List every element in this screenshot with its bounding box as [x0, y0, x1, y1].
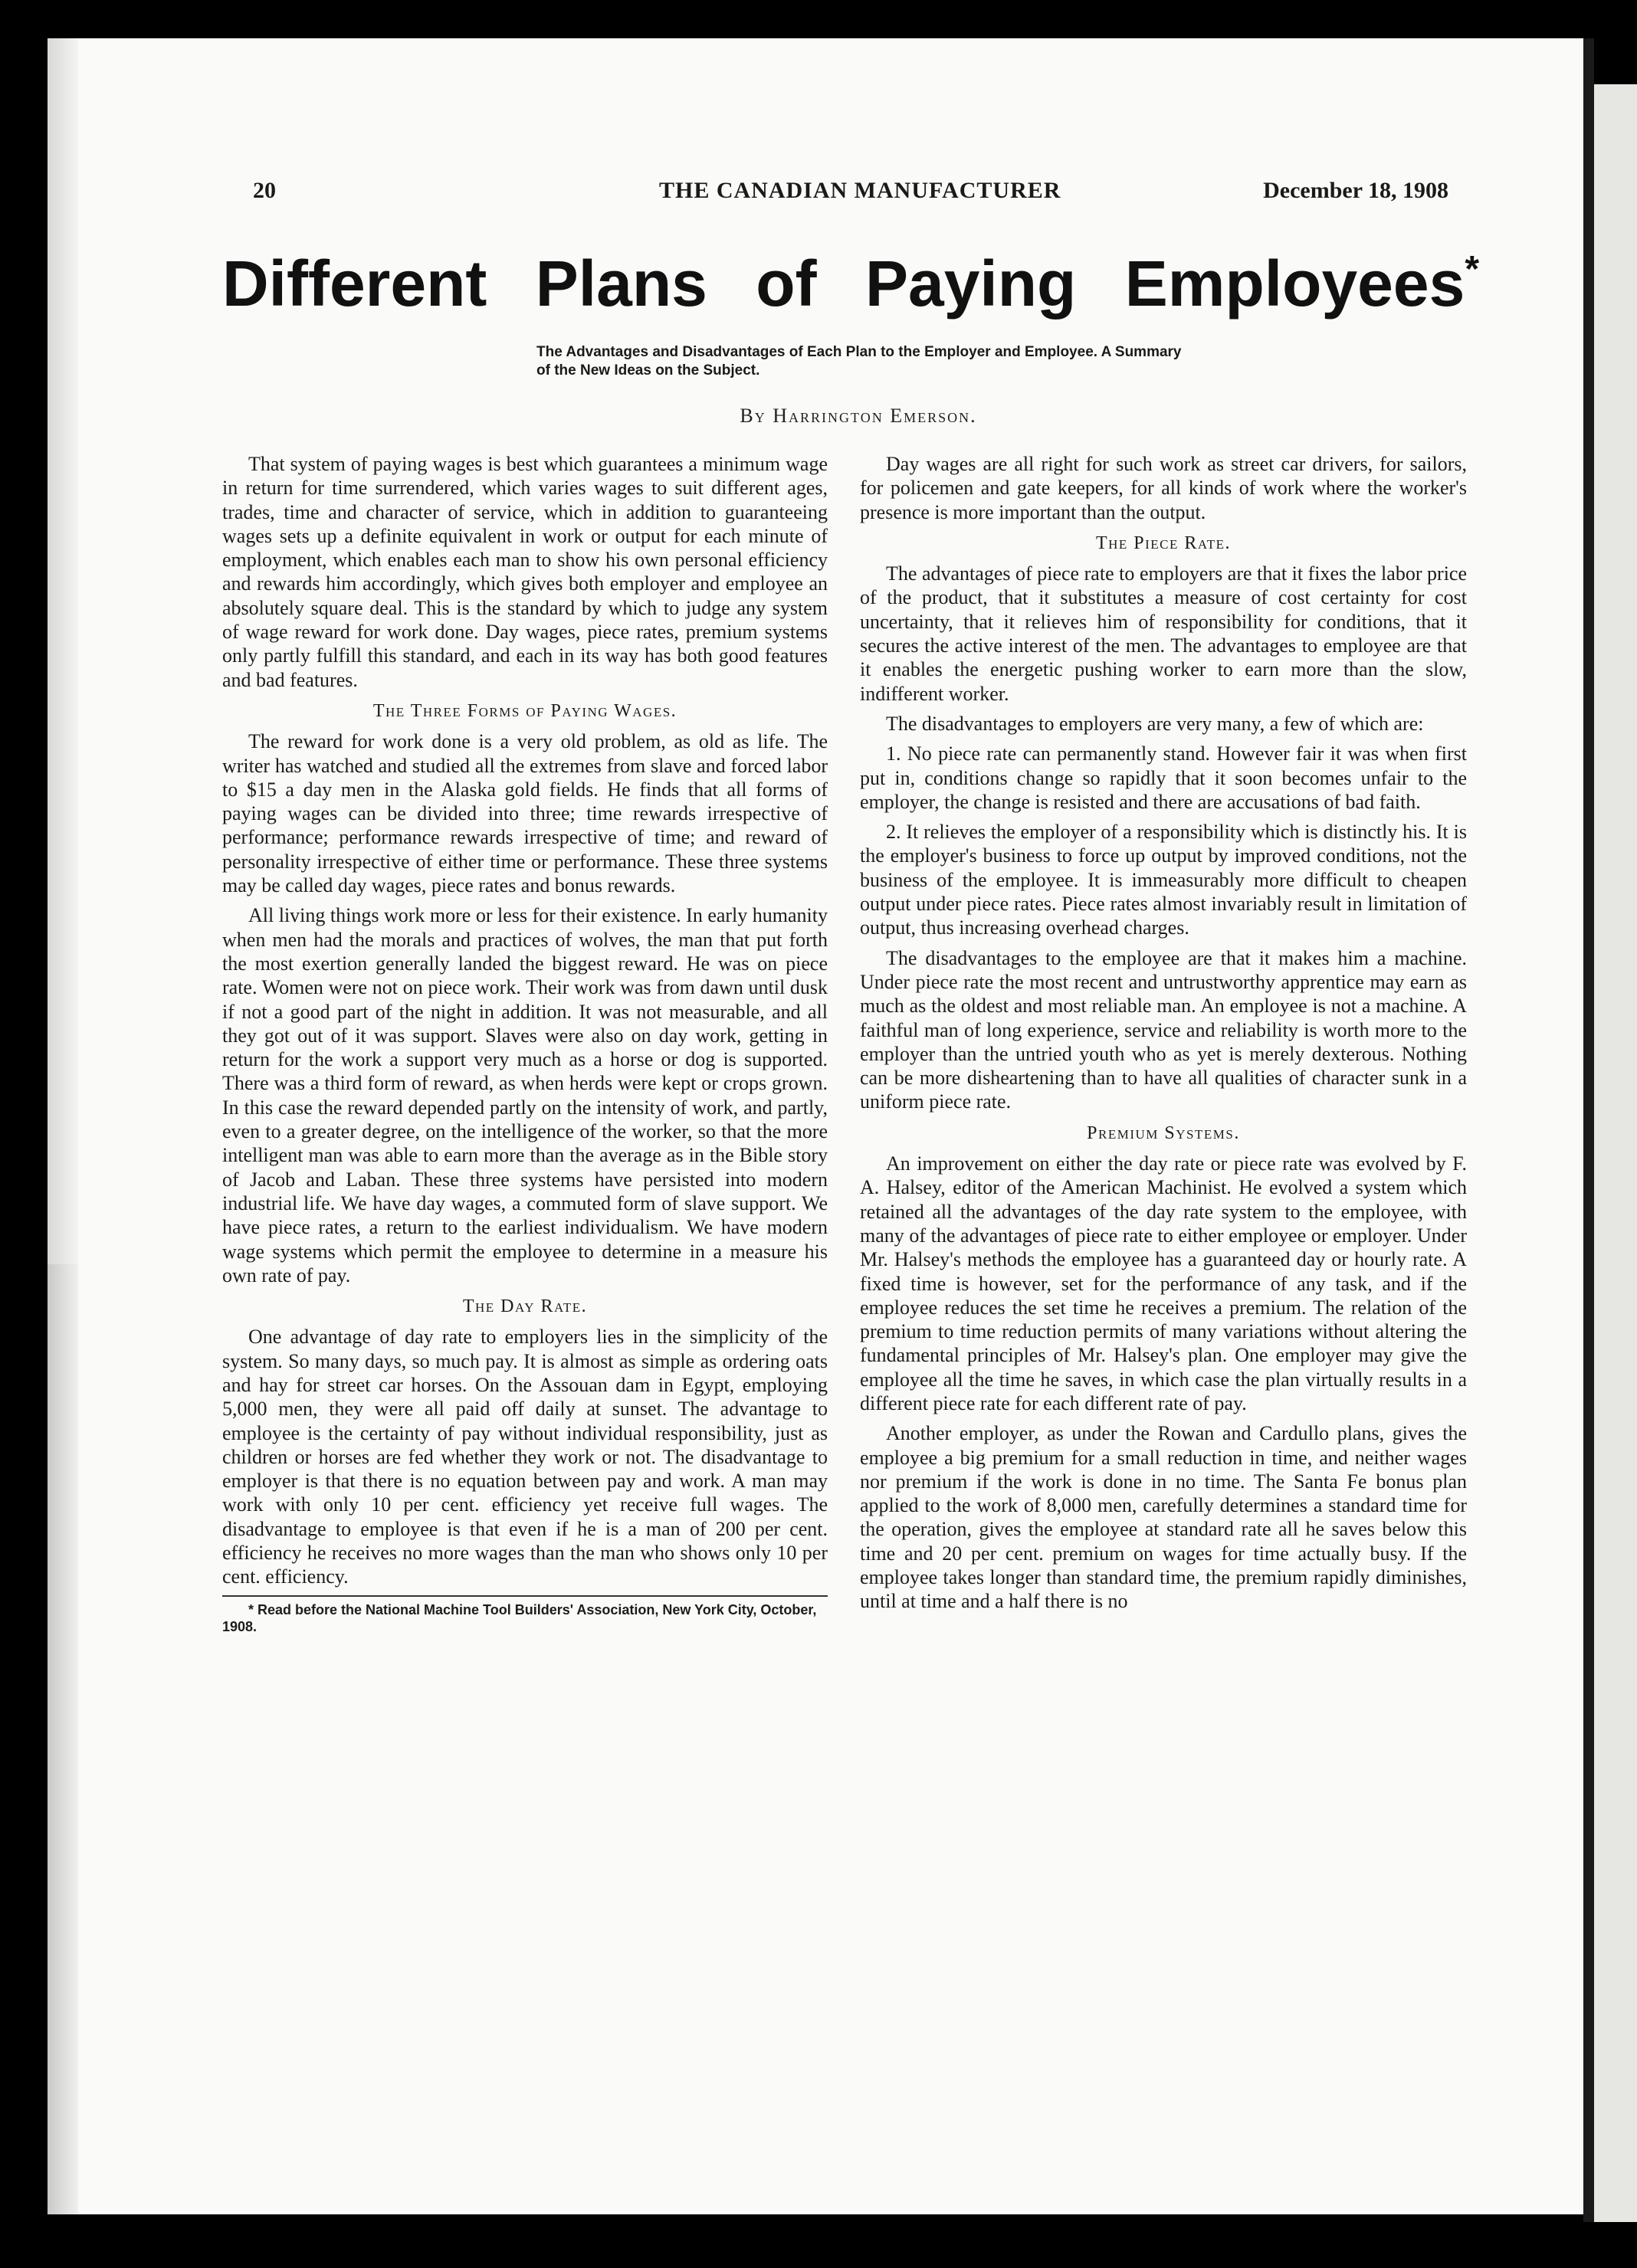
left-column — [222, 452, 828, 1641]
gutter — [1583, 38, 1594, 2222]
right-column — [860, 452, 1467, 1620]
paragraph: The advantages of piece rate to employers are that it fixes the labor price of the product, that it substitutes a measure of cost certainty for cost uncertainty, that it relieves him of responsibility for conditions, that it secures the active interest of the men. The advantages to employee are that it enables the energetic pushing worker to earn more than the slow, indifferent worker. — [860, 562, 1467, 705]
article-title-text: Different Plans of Paying Employees — [222, 247, 1465, 320]
footnote-divider — [222, 1595, 828, 1597]
byline: By Harrington Emerson. — [740, 405, 977, 427]
issue-date: December 18, 1908 — [1263, 178, 1448, 203]
paragraph: One advantage of day rate to employers lies in the simplicity of the system. So many days, so much pay. It is almost as simple as ordering oats and hay for street car horses. On the Assouan dam in Egypt, employing 5,000 men, they were all paid off daily at sunset. The advantage to employee is the certainty of pay without individual responsibility, just as children or horses are fed whether they work or not. The disadvantage to employer is that there is no equation between pay and work. A man may work with only 10 per cent. efficiency yet receive full wages. The disadvantage to employee is that even if he is a man of 200 per cent. efficiency he receives no more wages than the man who shows only 10 per cent. efficiency. — [222, 1326, 828, 1588]
section-heading: The Day Rate. — [462, 1296, 588, 1317]
paragraph: An improvement on either the day rate or piece rate was evolved by F. A. Halsey, editor of the American Machinist. He evolved a system which retained all the advantages of the day rate system to the employee, with many of the advantages of piece rate to either employee or employer. Under Mr. Halsey's methods the employee has a guaranteed day or hourly rate. A fixed time is however, set for the performance of any task, and if the employee reduces the set time he receives a premium. The relation of the premium to time reduction permits of many variations without altering the fundamental principles of Mr. Halsey's plan. One employer may give the employee all the time he saves, in which case the plan virtually results in a different piece rate for each different rate of pay. — [860, 1152, 1467, 1414]
paragraph: Day wages are all right for such work as street car drivers, for sailors, for policemen and gate keepers, for all kinds of work where the worker's presence is more important than the output. — [860, 453, 1467, 523]
article-title — [222, 247, 1479, 320]
page-number: 20 — [253, 178, 276, 203]
paragraph: 2. It relieves the employer of a responsibility which is distinctly his. It is the employer's business to force up output by improved conditions, not the business of the employee. It is immeasurably more difficult to cheapen output under piece rates. Piece rates almost invariably result in limitation of output, thus increasing overhead charges. — [860, 821, 1467, 939]
page-fold-shadow — [48, 1264, 78, 2214]
paragraph: The disadvantages to the employee are that it makes him a machine. Under piece rate the most recent and untrustworthy apprentice may earn as much as the oldest and most reliable man. An employee is not a machine. A faithful man of long experience, service and reliability is worth more to the employer than the untried youth who as yet is merely dexterous. Nothing can be more disheartening than to have all qualities of character sunk in a uniform piece rate. — [860, 946, 1467, 1113]
footnote: * Read before the National Machine Tool Builders' Association, New York City, October, 1908. — [222, 1601, 817, 1634]
section-heading: The Piece Rate. — [1095, 533, 1232, 553]
paragraph: 1. No piece rate can permanently stand. However fair it was when first put in, conditions change so rapidly that it soon becomes unfair to the employer, the change is resisted and there are accusations of bad faith. — [860, 742, 1467, 813]
article-subtitle: The Advantages and Disadvantages of Each Plan to the Employer and Employee. A Summary of the New Ideas on the Subject. — [536, 344, 1182, 379]
journal-title: THE CANADIAN MANUFACTURER — [659, 178, 1061, 203]
title-footnote-mark: * — [1465, 249, 1479, 290]
next-page-edge — [1594, 84, 1637, 2222]
paragraph: All living things work more or less for their existence. In early humanity when men had the morals and practices of wolves, the man that put forth the most exertion generally landed the biggest reward. He was on piece rate. Women were not on piece work. Their work was from dawn until dusk if not a good part of the night in addition. It was not measurable, and all they got out of it was support. Slaves were also on day work, getting in return for the work a support very much as a horse or dog is supported. There was a third form of reward, as when herds were kept or crops grown. In this case the reward depended partly on the intensity of work, and partly, even to a greater degree, on the intelligence of the worker, so that the more intelligent man was able to earn more than the average as in the Bible story of Jacob and Laban. These three systems have persisted into modern industrial life. We have day wages, a commuted form of slave support. We have piece rates, a return to the earliest individualism. We have modern wage systems which permit the employee to determine in a measure his own rate of pay. — [222, 904, 828, 1286]
section-heading: Premium Systems. — [1087, 1123, 1240, 1143]
running-head — [230, 178, 1448, 211]
paragraph: Another employer, as under the Rowan and Cardullo plans, gives the employee a big premium for a small reduction in time, and neither wages nor premium if the work is done in no time. The Santa Fe bonus plan applied to the work of 8,000 men, carefully determines a standard time for the operation, gives the employee at standard rate all he saves below this time and 20 per cent. premium on wages for time actually busy. If the employee takes longer than standard time, the premium rapidly diminishes, until at time and a half there is no — [860, 1422, 1467, 1613]
section-heading: The Three Forms of Paying Wages. — [372, 700, 677, 721]
paragraph: That system of paying wages is best which guarantees a minimum wage in return for time surrendered, which varies wages to suit different ages, trades, time and character of service, which in addition to guaranteeing wages sets up a definite equivalent in work or output for each minute of employment, which enables each man to show his own personal efficiency and rewards him accordingly, which gives both employer and employee an absolutely square deal. This is the standard by which to judge any system of wage reward for work done. Day wages, piece rates, premium systems only partly fulfill this standard, and each in its way has both good features and bad features. — [222, 453, 828, 691]
paragraph: The disadvantages to employers are very many, a few of which are: — [886, 712, 1424, 735]
paragraph: The reward for work done is a very old problem, as old as life. The writer has watched and studied all the extremes from slave and forced labor to $15 a day men in the Alaska gold fields. He finds that all forms of paying wages can be divided into three; time rewards irrespective of performance; performance rewards irrespective of time; and reward of personality irrespective of either time or performance. These three systems may be called day wages, piece rates and bonus rewards. — [222, 730, 828, 897]
